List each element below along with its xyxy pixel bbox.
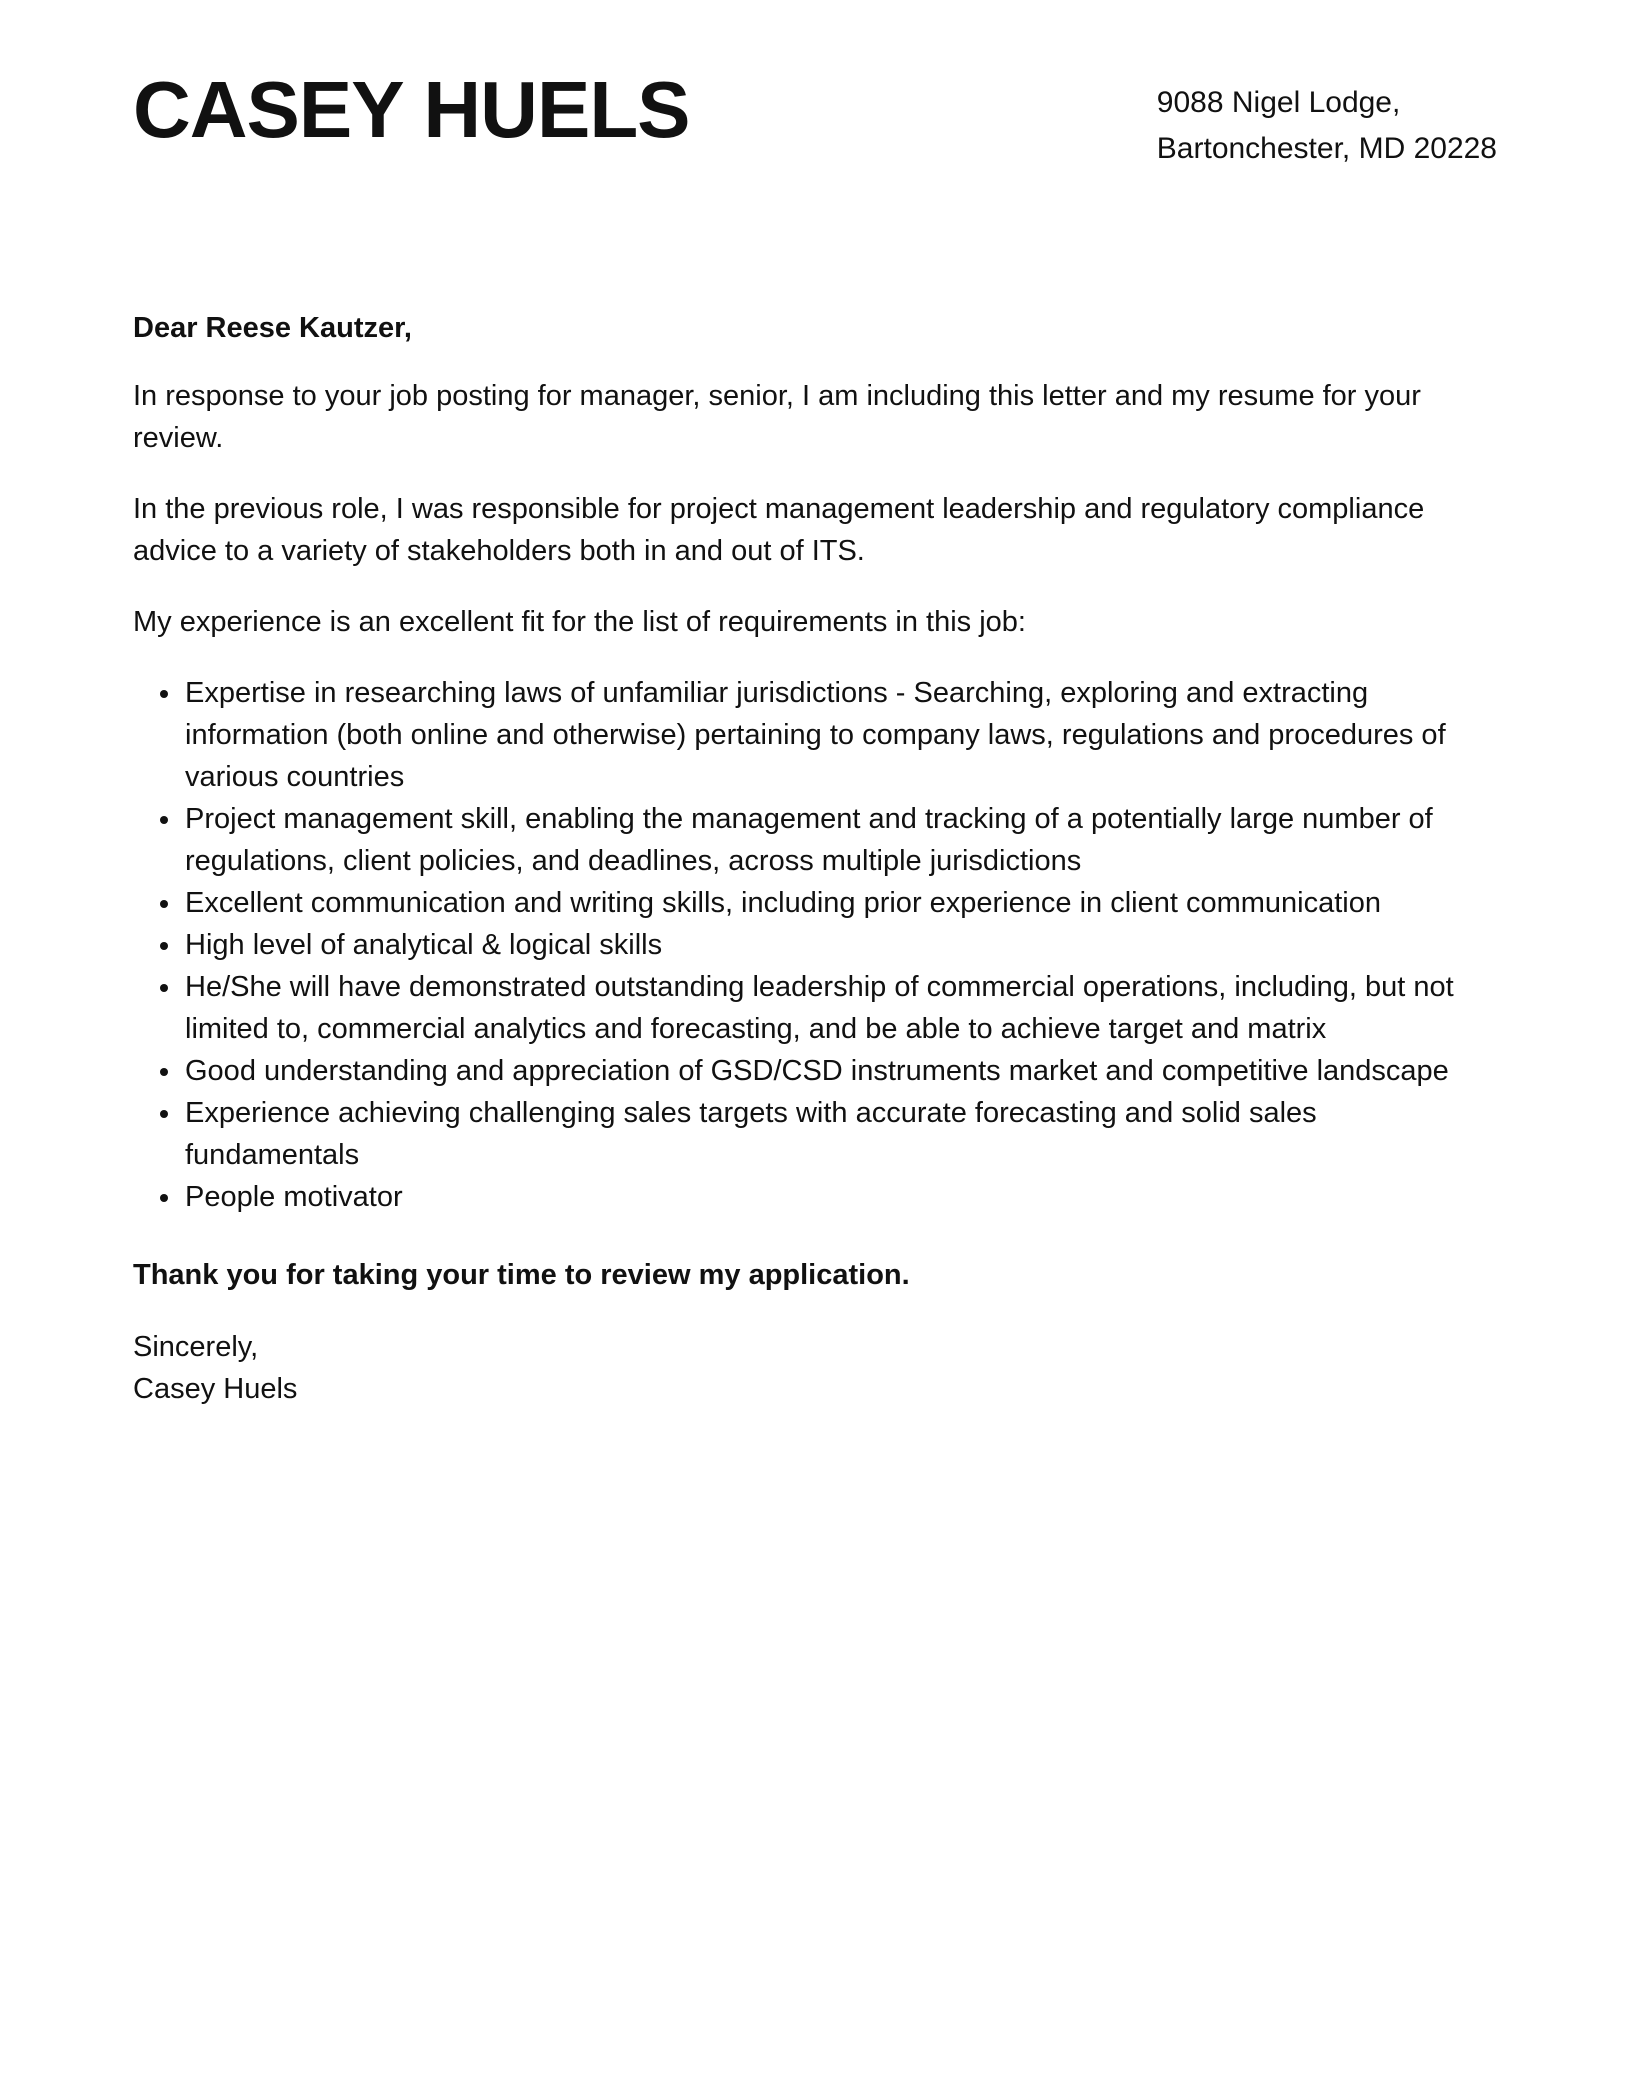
list-item: • Experience achieving challenging sales targets with accurate forecasting and solid sales fundamentals	[183, 1092, 1497, 1176]
salutation: Dear Reese Kautzer,	[133, 312, 412, 344]
paragraph-previous-role: In the previous role, I was responsible for project management leadership and regulatory compliance advice to a variety of stakeholders both in and out of ITS.	[133, 493, 1425, 567]
list-item: • Excellent communication and writing skills, including prior experience in client communication	[183, 882, 1497, 924]
list-item: • Project management skill, enabling the management and tracking of a potentially large number of regulations, client policies, and deadlines, across multiple jurisdictions	[183, 798, 1497, 882]
paragraph-intro: In response to your job posting for manager, senior, I am including this letter and my resume for your review.	[133, 380, 1421, 454]
requirements-list	[133, 672, 1497, 1218]
closing-thank-you-line: Thank you for taking your time to review my application.	[133, 1259, 910, 1291]
list-item: • He/She will have demonstrated outstanding leadership of commercial operations, including, but not limited to, commercial analytics and forecasting, and be able to achieve target and matrix	[183, 966, 1497, 1050]
list-item: • Good understanding and appreciation of GSD/CSD instruments market and competitive landscape	[183, 1050, 1497, 1092]
list-item: • People motivator	[183, 1176, 1497, 1218]
address-line-2: Bartonchester, MD 20228	[1156, 132, 1497, 165]
signoff-block	[133, 1326, 1497, 1410]
paragraph-experience-fit: My experience is an excellent fit for the list of requirements in this job:	[133, 606, 1026, 638]
address-line-1: 9088 Nigel Lodge,	[1156, 86, 1401, 119]
signature-name: Casey Huels	[133, 1373, 298, 1405]
applicant-address	[1157, 80, 1497, 172]
letter-body	[133, 307, 1497, 1410]
signoff-word: Sincerely,	[133, 1331, 259, 1363]
list-item: • Expertise in researching laws of unfamiliar jurisdictions - Searching, exploring and extracting information (both online and otherwise) pertaining to company laws, regulations and procedures of various countries	[183, 672, 1497, 798]
letter-header	[133, 65, 1497, 172]
list-item: • High level of analytical & logical skills	[183, 924, 1497, 966]
applicant-name-title: CASEY HUELS	[133, 65, 690, 154]
